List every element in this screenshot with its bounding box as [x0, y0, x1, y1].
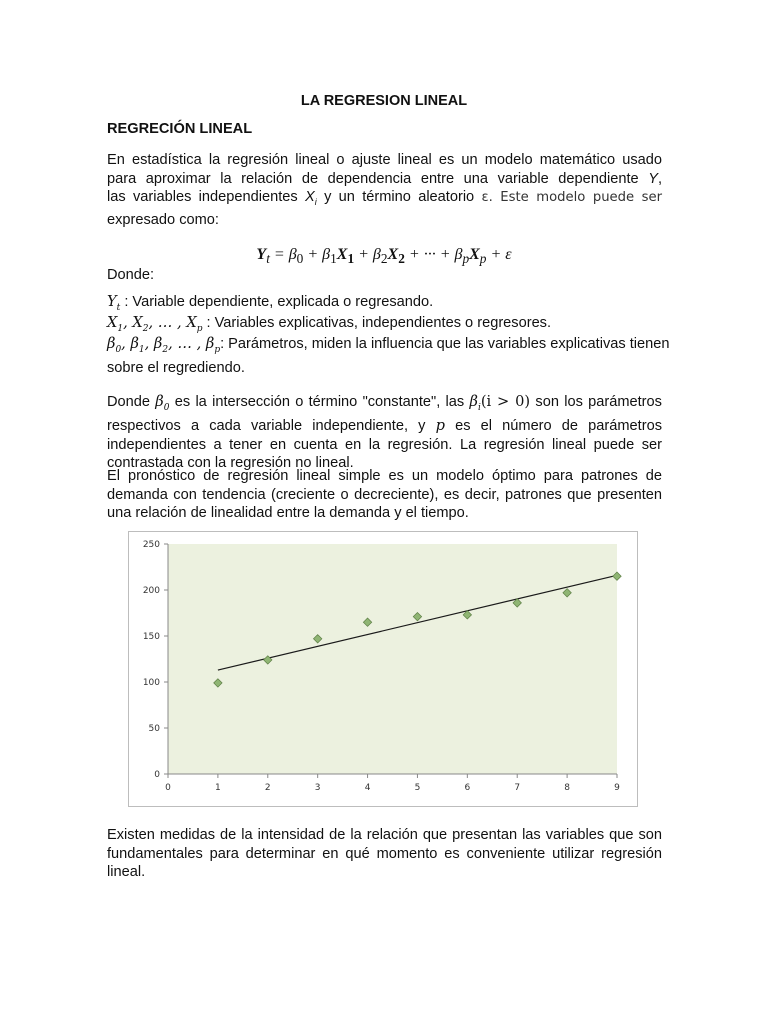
definition-beta: $\beta_0$, $\beta_1$, $\beta_2$, … , $\beta_p$: Parámetros, miden la influencia que las variables explicativas tienen sobre el regrediendo. [107, 335, 670, 377]
intro-line-1: En estadística la regresión lineal o ajuste lineal es un modelo matemático usado [107, 152, 662, 168]
para4-line-1: Existen medidas de la intensidad de la relación que presentan las variables que son [107, 827, 662, 843]
intro-line-3: las variables independientes $X_i$ y un término aleatorio ε. Este modelo puede ser [107, 189, 663, 207]
donde-label: Donde: [107, 267, 155, 283]
x-tick-label: 2 [264, 783, 271, 793]
para2-line-2: respectivos a cada variable independiente, y p es el número de parámetros [107, 417, 662, 435]
var-x: X [305, 189, 315, 205]
paragraph-parameters [107, 393, 662, 473]
definition-x: $X_1$, $X_2$, … , $X_p$ : Variables explicativas, independientes o regresores. [107, 314, 552, 334]
x-tick-label: 1 [215, 783, 221, 793]
y-tick-label: 150 [142, 632, 160, 642]
x-tick-label: 9 [614, 783, 620, 793]
y-tick-label: 100 [142, 678, 160, 688]
y-tick-label: 250 [142, 540, 160, 550]
x-tick-label: 7 [514, 783, 521, 793]
para2-line-3: independientes a tener en cuenta en la regresión. La regresión lineal puede ser [107, 436, 662, 453]
plot-area [168, 544, 617, 774]
y-tick-label: 200 [142, 586, 160, 596]
para3-line-1: El pronóstico de regresión lineal simple es un modelo óptimo para patrones de [107, 468, 662, 484]
x-tick-label: 5 [414, 783, 421, 793]
intro-paragraph [107, 151, 662, 230]
para4-line-2: fundamentales para determinar en qué momento es conveniente utilizar regresión [107, 845, 662, 862]
paragraph-forecast [107, 467, 662, 523]
document-title: LA REGRESION LINEAL [300, 93, 468, 109]
definition-y: $Y_t$ : Variable dependiente, explicada o regresando. [107, 293, 434, 313]
x-tick-label: 0 [165, 783, 171, 793]
regression-formula: $Y_t = \beta_0 + \beta_1X_1 + \beta_2X_2$ + ··· + $\beta_pX_p + \varepsilon$ [256, 246, 512, 267]
section-heading: REGRECIÓN LINEAL [107, 121, 253, 137]
intro-line-4: expresado como: [107, 212, 219, 229]
x-tick-label: 4 [364, 783, 371, 793]
y-tick-label: 0 [154, 770, 160, 780]
para2-line-4: contrastada con la regresión no lineal. [107, 455, 354, 472]
intro-line-2: para aproximar la relación de dependencia entre una variable dependiente Y, [107, 170, 662, 187]
scatter-chart-svg [129, 532, 637, 806]
paragraph-measures [107, 826, 662, 882]
para2-line-1: Donde $\beta_0$ es la intersección o término "constante", las $\beta_i(i > 0)$ son los parámetros [107, 393, 662, 413]
para3-line-3: una relación de linealidad entre la demanda y el tiempo. [107, 505, 469, 521]
x-tick-label: 6 [464, 783, 471, 793]
var-y: Y [648, 170, 658, 187]
y-tick-label: 50 [148, 724, 160, 734]
para4-line-3: lineal. [107, 864, 146, 880]
x-tick-label: 3 [314, 783, 321, 793]
x-tick-label: 8 [564, 783, 570, 793]
para3-line-2: demanda con tendencia (creciente o decreciente), es decir, patrones que presenten [107, 486, 662, 503]
scatter-chart [128, 531, 638, 807]
